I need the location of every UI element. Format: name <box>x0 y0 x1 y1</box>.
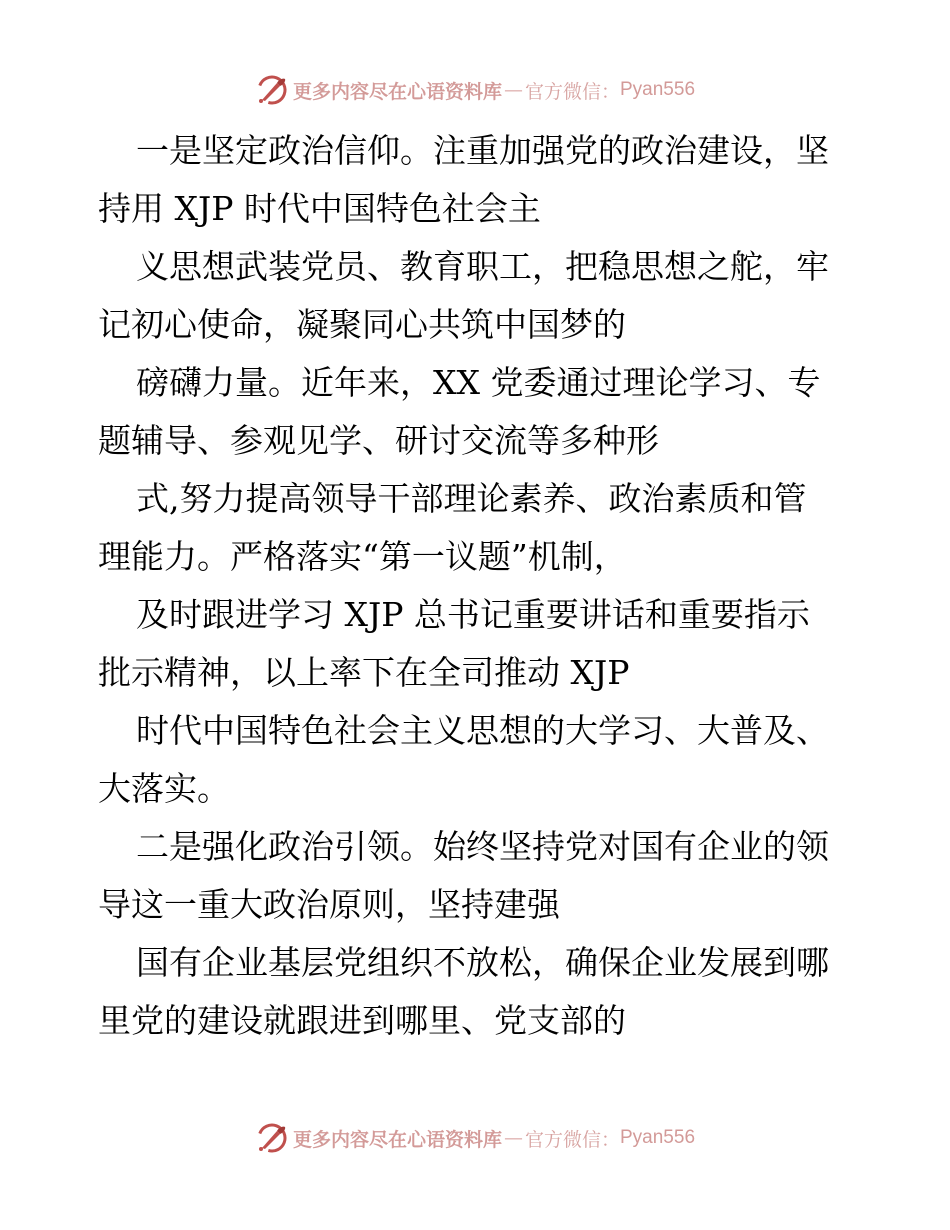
text-line: 式,努力提高领导干部理论素养、政治素质和管 <box>136 479 807 518</box>
text-line: 批示精神，以上率下在全司推动 XJP <box>98 653 630 692</box>
watermark-main-text: 更多内容尽在心语资料库 <box>292 1128 502 1151</box>
text-line: 题辅导、参观见学、研讨交流等多种形 <box>98 421 659 460</box>
watermark-wechat-id: Pyan556 <box>620 79 696 100</box>
watermark-separator: — <box>503 79 523 101</box>
document-body <box>98 122 858 1050</box>
text-line: 理能力。严格落实“第一议题”机制， <box>98 537 627 576</box>
text-line: 持用 XJP 时代中国特色社会主 <box>98 189 541 228</box>
text-line: 大落实。 <box>98 769 230 808</box>
text-line: 国有企业基层党组织不放松，确保企业发展到哪 <box>136 943 829 982</box>
text-line: 记初心使命，凝聚同心共筑中国梦的 <box>98 305 626 344</box>
text-line: 时代中国特色社会主义思想的大学习、大普及、 <box>136 711 829 750</box>
text-line: 一是坚定政治信仰。注重加强党的政治建设，坚 <box>136 131 829 170</box>
header-watermark <box>0 70 950 110</box>
text-line: 磅礴力量。近年来，XX 党委通过理论学习、专 <box>136 363 821 402</box>
watermark-wechat-label: 官方微信： <box>524 1128 620 1151</box>
footer-watermark <box>0 1118 950 1158</box>
watermark-wechat-label: 官方微信： <box>524 80 620 103</box>
text-line: 导这一重大政治原则，坚持建强 <box>98 885 560 924</box>
watermark-main-text: 更多内容尽在心语资料库 <box>292 80 502 103</box>
text-line: 及时跟进学习 XJP 总书记重要讲话和重要指示 <box>136 595 810 634</box>
quill-logo-icon <box>255 73 289 107</box>
watermark-wechat-id: Pyan556 <box>620 1127 696 1148</box>
watermark-separator: — <box>503 1127 523 1149</box>
text-line: 里党的建设就跟进到哪里、党支部的 <box>98 1001 626 1040</box>
quill-logo-icon <box>255 1121 289 1155</box>
text-line: 义思想武装党员、教育职工，把稳思想之舵，牢 <box>136 247 829 286</box>
text-line: 二是强化政治引领。始终坚持党对国有企业的领 <box>136 827 829 866</box>
